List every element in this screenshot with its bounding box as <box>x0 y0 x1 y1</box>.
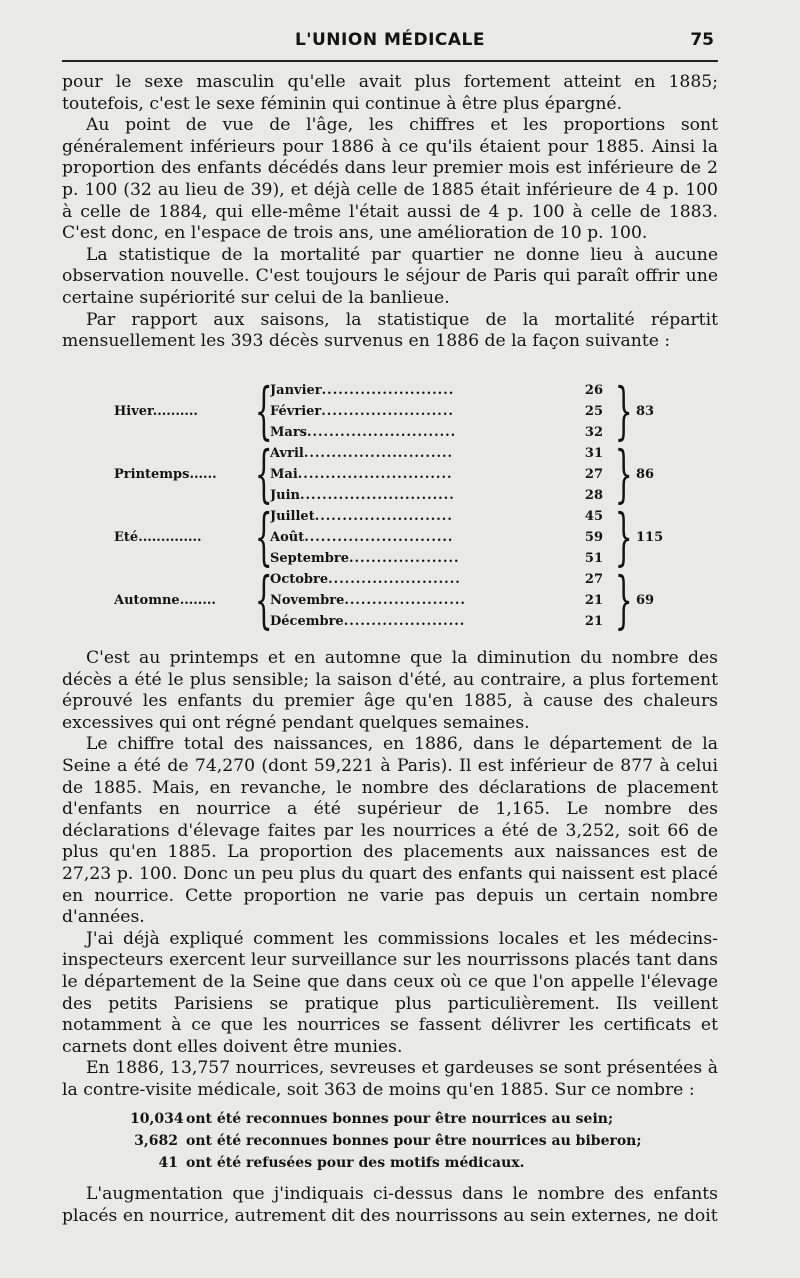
count-text: ont été refusées pour des motifs médicaux. <box>186 1155 525 1171</box>
month-label: Juillet <box>270 509 315 524</box>
count-number: 3,682 <box>134 1133 178 1149</box>
month-value: 28 <box>584 488 603 503</box>
paragraph: Le chiffre total des naissances, en 1886, dans le département de la Seine a été de 74,270 (dont 59,221 à Paris). Il est inférieur de 877 à celui de 1885. Mais, en revanche, le nombre des déclarations de placement d'enfants en nourrice a été supérieur de 1,165. Le nombre des déclarations d'élevage faites par les nourrices a été de 3,252, soit 66 de plus qu'en 1885. La proportion des placements aux naissances est de 27,23 p. 100. Donc un peu plus du quart des enfants qui naissent est placé en nourrice. Cette proportion ne varie pas depuis un certain nombre d'années. <box>62 734 718 928</box>
month-label: Février <box>270 404 322 419</box>
left-brace: { <box>254 500 273 573</box>
season-total: 115 <box>636 530 664 545</box>
month-value: 32 <box>584 425 603 440</box>
paragraph: C'est au printemps et en automne que la diminution du nombre des décès a été le plus sensible; la saison d'été, au contraire, a plus fortement éprouvé les enfants du premier âge qu'en 1885, à cause des chaleurs excessives qui ont régné pendant quelques semaines. <box>62 648 718 733</box>
paragraph: La statistique de la mortalité par quartier ne donne lieu à aucune observation nouvelle. C'est toujours le séjour de Paris qui paraît offrir une certaine supériorité sur celui de la banlieue. <box>62 244 718 308</box>
table-row: Mars........................... 32 <box>62 422 718 443</box>
running-header <box>62 22 718 62</box>
month-value: 21 <box>584 593 603 608</box>
season-total: 86 <box>636 467 655 482</box>
journal-title: L'UNION MÉDICALE <box>294 30 486 50</box>
right-brace: } <box>614 437 633 510</box>
paragraph: pour le sexe masculin qu'elle avait plus fortement atteint en 1885; toutefois, c'est le sexe féminin qui continue à être plus épargné. <box>62 72 718 114</box>
month-value: 26 <box>584 383 603 398</box>
count-text: ont été reconnues bonnes pour être nourrices au sein; <box>186 1111 614 1127</box>
table-row: Août........................... 59 <box>62 527 718 548</box>
paragraph: En 1886, 13,757 nourrices, sevreuses et gardeuses se sont présentées à la contre-visite médicale, soit 363 de moins qu'en 1885. Sur ce nombre : <box>62 1058 718 1100</box>
month-label: Mai <box>270 467 298 482</box>
month-value: 59 <box>584 530 603 545</box>
right-brace: } <box>614 374 633 447</box>
table-row: Janvier........................ 26 <box>62 380 718 401</box>
paragraph: J'ai déjà expliqué comment les commissions locales et les médecins-inspecteurs exercent leur surveillance sur les nourrissons placés tant dans le département de la Seine que dans ceux où ce que l'on appelle l'élevage des petits Parisiens se pratique plus particulièrement. Ils veillent notamment à ce que les nourrices se fassent délivrer les certificats et carnets dont elles doivent être munies. <box>62 928 718 1057</box>
month-label: Septembre <box>270 551 349 566</box>
month-value: 31 <box>584 446 603 461</box>
month-label: Octobre <box>270 572 329 587</box>
right-brace: } <box>614 500 633 573</box>
table-row: Février........................ 25 <box>62 401 718 422</box>
list-item <box>130 1152 690 1174</box>
count-number: 10,034 <box>130 1111 184 1127</box>
month-value: 27 <box>584 467 603 482</box>
table-row: Avril........................... 31 <box>62 443 718 464</box>
list-item <box>130 1108 690 1130</box>
monthly-mortality-table <box>62 374 718 636</box>
month-value: 27 <box>584 572 603 587</box>
body-text-bottom <box>62 1184 718 1227</box>
right-brace: } <box>614 563 633 636</box>
body-text-middle <box>62 648 718 1101</box>
paragraph: L'augmentation que j'indiquais ci-dessus dans le nombre des enfants placés en nourrice, autrement dit des nourrissons au sein externes, ne doit <box>62 1184 718 1226</box>
count-number: 41 <box>158 1155 178 1171</box>
season-label: Automne........ <box>114 593 216 608</box>
count-text: ont été reconnues bonnes pour être nourrices au biberon; <box>186 1133 642 1149</box>
month-label: Mars <box>270 425 307 440</box>
table-row: Décembre...................... 21 <box>62 611 718 632</box>
body-text-top <box>62 72 718 353</box>
paragraph: Au point de vue de l'âge, les chiffres et les proportions sont généralement inférieurs pour 1886 à ce qu'ils étaient pour 1885. Ainsi la proportion des enfants décédés dans leur premier mois est inférieure de 2 p. 100 (32 au lieu de 39), et déjà celle de 1885 était inférieure de 4 p. 100 à celle de 1884, qui elle-même l'était aussi de 4 p. 100 à celle de 1883. C'est donc, en l'espace de trois ans, une amélioration de 10 p. 100. <box>62 115 718 244</box>
season-total: 83 <box>636 404 655 419</box>
table-row: Septembre.................... 51 <box>62 548 718 569</box>
season-label: Printemps...... <box>114 467 217 482</box>
table-row: Octobre........................ 27 <box>62 569 718 590</box>
left-brace: { <box>254 437 273 510</box>
month-value: 25 <box>584 404 603 419</box>
table-row: Juin............................ 28 <box>62 485 718 506</box>
season-label: Hiver.......... <box>114 404 198 419</box>
page-number: 75 <box>690 30 714 50</box>
table-row: Novembre...................... 21 <box>62 590 718 611</box>
month-label: Août <box>270 530 305 545</box>
month-value: 45 <box>584 509 603 524</box>
paragraph: Par rapport aux saisons, la statistique de la mortalité répartit mensuellement les 393 décès survenus en 1886 de la façon suivante : <box>62 309 718 352</box>
month-label: Décembre <box>270 614 344 629</box>
table-row: Juillet......................... 45 <box>62 506 718 527</box>
month-label: Avril <box>270 446 304 461</box>
month-value: 21 <box>584 614 603 629</box>
season-total: 69 <box>636 593 655 608</box>
month-label: Janvier <box>270 383 322 398</box>
left-brace: { <box>254 563 273 636</box>
header-rule <box>62 60 718 62</box>
month-value: 51 <box>584 551 603 566</box>
left-brace: { <box>254 374 273 447</box>
season-label: Eté.............. <box>114 530 202 545</box>
list-item <box>130 1130 690 1152</box>
table-row: Mai............................ 27 <box>62 464 718 485</box>
month-label: Novembre <box>270 593 345 608</box>
month-label: Juin <box>270 488 300 503</box>
nurse-counts-list <box>130 1108 690 1174</box>
